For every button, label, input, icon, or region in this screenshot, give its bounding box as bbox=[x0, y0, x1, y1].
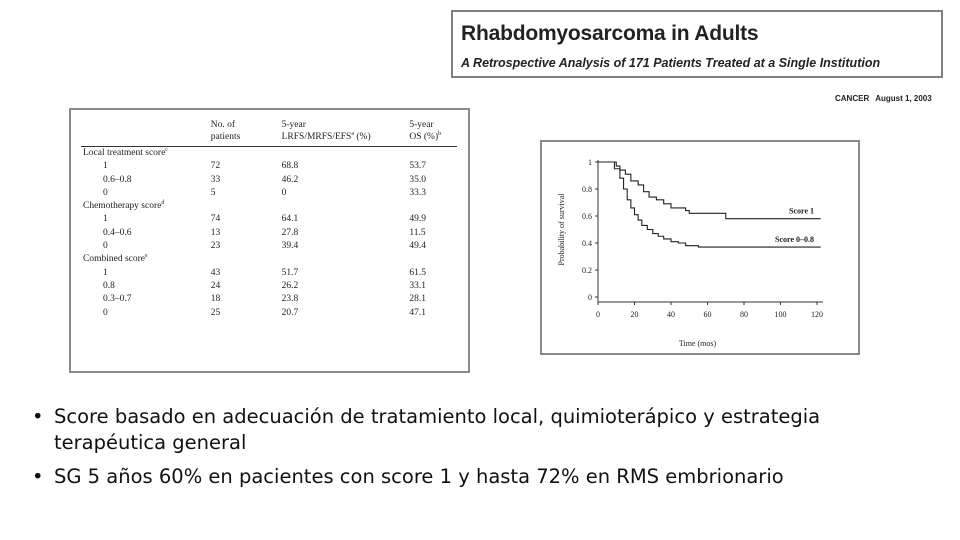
y-tick-label: 0.6 bbox=[582, 212, 592, 221]
x-tick-label: 40 bbox=[667, 310, 675, 319]
y-tick-label: 0.8 bbox=[582, 185, 592, 194]
survival-chart-box bbox=[540, 140, 860, 355]
x-axis-label: Time (mos) bbox=[678, 339, 717, 348]
x-tick-label: 80 bbox=[740, 310, 748, 319]
footnote-marker: d bbox=[161, 200, 165, 207]
x-tick-label: 60 bbox=[703, 310, 712, 319]
patients-cell: 24 bbox=[210, 280, 221, 291]
patients-cell: 33 bbox=[210, 174, 221, 185]
lrfs-cell: 39.4 bbox=[281, 241, 299, 252]
col-header-line bbox=[409, 131, 455, 143]
col-header-label bbox=[81, 118, 209, 147]
col-header-lrfs bbox=[280, 118, 408, 147]
col-header-suffix: (%) bbox=[354, 132, 371, 142]
patients-cell: 5 bbox=[210, 187, 216, 198]
score-cell: 1 bbox=[103, 214, 108, 225]
patients-cell: 72 bbox=[210, 161, 221, 172]
col-header-text: LRFS/MRFS/EFS bbox=[281, 132, 352, 142]
col-header-patients bbox=[209, 118, 280, 147]
table-row bbox=[81, 307, 457, 320]
patients-cell: 18 bbox=[210, 294, 221, 305]
group-label-text: Chemotherapy score bbox=[83, 201, 162, 212]
lrfs-cell: 68.8 bbox=[281, 161, 299, 172]
group-label bbox=[81, 253, 457, 266]
lrfs-cell: 51.7 bbox=[281, 267, 299, 278]
outcome-table-box bbox=[69, 108, 470, 373]
os-cell: 53.7 bbox=[409, 161, 426, 172]
lrfs-cell: 26.2 bbox=[281, 280, 299, 291]
score-cell: 1 bbox=[103, 267, 108, 278]
group-label bbox=[81, 147, 457, 161]
table-row bbox=[81, 187, 457, 200]
series-label: Score 1 bbox=[789, 206, 814, 216]
lrfs-cell: 46.2 bbox=[281, 174, 299, 185]
y-tick-label: 1 bbox=[588, 158, 592, 167]
bullet-item bbox=[32, 464, 932, 490]
table-row bbox=[81, 160, 457, 173]
publication-date: August 1, 2003 bbox=[875, 94, 932, 103]
article-title: Rhabdomyosarcoma in Adults bbox=[461, 22, 759, 45]
os-cell: 33.3 bbox=[409, 187, 426, 198]
os-cell: 35.0 bbox=[409, 174, 426, 185]
col-header-line: 5-year bbox=[409, 120, 434, 130]
footnote-marker: c bbox=[165, 146, 168, 153]
score-cell: 0.4–0.6 bbox=[103, 227, 132, 238]
bullet-text: SG 5 años 60% en pacientes con score 1 y hasta 72% en RMS embrionario bbox=[54, 465, 784, 488]
score-cell: 0.3–0.7 bbox=[103, 294, 132, 305]
bullet-icon: • bbox=[32, 405, 44, 428]
lrfs-cell: 23.8 bbox=[281, 294, 299, 305]
y-axis-label: Probability of survival bbox=[557, 193, 566, 266]
table-row bbox=[81, 213, 457, 226]
table-row bbox=[81, 174, 457, 187]
survival-chart bbox=[542, 142, 858, 353]
footnote-marker: b bbox=[438, 130, 442, 137]
lrfs-cell: 20.7 bbox=[281, 307, 299, 318]
col-header-line: patients bbox=[210, 132, 241, 142]
os-cell: 33.1 bbox=[409, 280, 426, 291]
table-body bbox=[81, 147, 457, 320]
os-cell: 11.5 bbox=[409, 227, 426, 238]
table-group-row bbox=[81, 253, 457, 266]
table-row bbox=[81, 227, 457, 240]
patients-cell: 43 bbox=[210, 267, 221, 278]
group-label-text: Combined score bbox=[83, 254, 146, 265]
group-label bbox=[81, 200, 457, 213]
col-header-line: 5-year bbox=[281, 120, 306, 130]
footnote-marker: a bbox=[351, 130, 355, 137]
table-row bbox=[81, 280, 457, 293]
x-tick-label: 120 bbox=[811, 310, 823, 319]
series-label: Score 0–0.8 bbox=[775, 235, 814, 245]
patients-cell: 25 bbox=[210, 307, 221, 318]
os-cell: 49.9 bbox=[409, 214, 426, 225]
table-row bbox=[81, 267, 457, 280]
score-cell: 0 bbox=[103, 307, 108, 318]
article-title-box bbox=[451, 10, 943, 78]
patients-cell: 74 bbox=[210, 214, 221, 225]
table-group-row bbox=[81, 147, 457, 161]
score-cell: 0 bbox=[103, 241, 108, 252]
col-header-os bbox=[407, 118, 457, 147]
x-tick-label: 100 bbox=[774, 310, 787, 319]
os-cell: 47.1 bbox=[409, 307, 426, 318]
footnote-marker: e bbox=[145, 253, 148, 260]
survival-curve-score-1 bbox=[598, 162, 821, 219]
table-row bbox=[81, 240, 457, 253]
bullet-item bbox=[32, 404, 932, 456]
journal-citation bbox=[835, 94, 932, 103]
article-subtitle: A Retrospective Analysis of 171 Patients Treated at a Single Institution bbox=[461, 56, 881, 70]
x-tick-label: 20 bbox=[630, 310, 639, 319]
journal-name: CANCER bbox=[835, 94, 870, 103]
y-tick-label: 0.2 bbox=[582, 266, 592, 275]
group-label-text: Local treatment score bbox=[83, 148, 166, 158]
bullet-text: Score basado en adecuación de tratamiento local, quimioterápico y estrategia terapéutica general bbox=[54, 405, 821, 454]
score-cell: 1 bbox=[103, 161, 108, 172]
patients-cell: 13 bbox=[210, 227, 221, 238]
score-cell: 0.8 bbox=[103, 280, 115, 291]
score-cell: 0.6–0.8 bbox=[103, 174, 132, 185]
x-tick-label: 0 bbox=[596, 310, 600, 319]
os-cell: 49.4 bbox=[409, 241, 426, 252]
col-header-text: OS (%) bbox=[409, 132, 439, 142]
table-header-row bbox=[81, 118, 457, 147]
lrfs-cell: 64.1 bbox=[281, 214, 299, 225]
lrfs-cell: 0 bbox=[281, 187, 287, 198]
os-cell: 61.5 bbox=[409, 267, 426, 278]
outcome-table bbox=[81, 118, 457, 320]
col-header-line: No. of bbox=[210, 120, 236, 130]
bullet-icon: • bbox=[32, 465, 44, 488]
patients-cell: 23 bbox=[210, 241, 221, 252]
bullet-list bbox=[32, 404, 932, 498]
table-row bbox=[81, 293, 457, 306]
score-cell: 0 bbox=[103, 187, 108, 198]
os-cell: 28.1 bbox=[409, 294, 426, 305]
lrfs-cell: 27.8 bbox=[281, 227, 299, 238]
table-group-row bbox=[81, 200, 457, 213]
col-header-line bbox=[282, 131, 406, 143]
y-tick-label: 0.4 bbox=[582, 239, 592, 248]
y-tick-label: 0 bbox=[588, 293, 592, 302]
